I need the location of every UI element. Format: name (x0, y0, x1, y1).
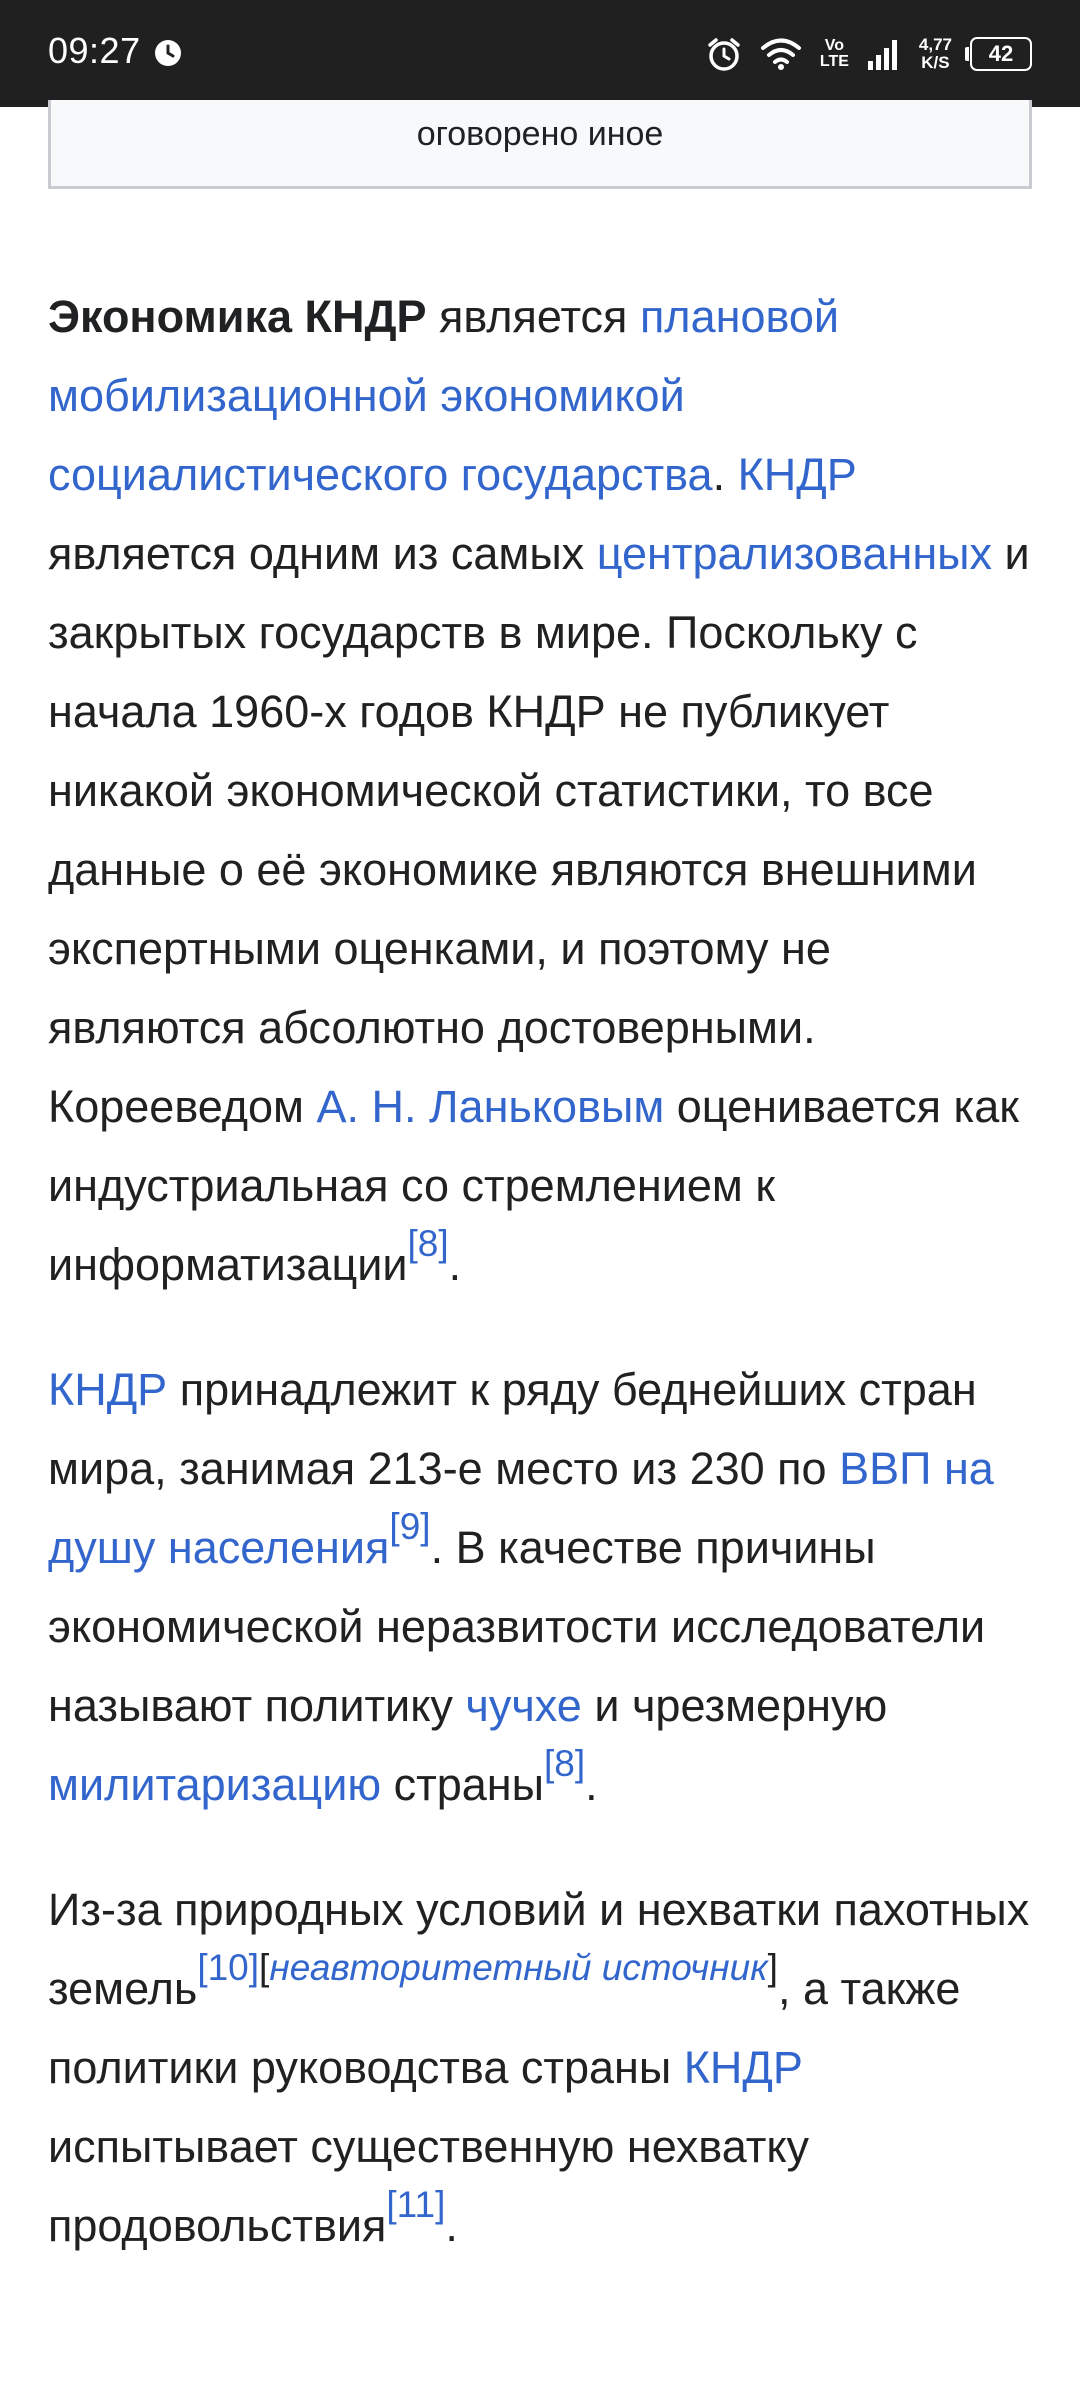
article-body (48, 277, 1038, 2265)
link-militarization[interactable]: милитаризацию (48, 1759, 382, 1810)
network-speed: 4,77 K/S (918, 35, 952, 72)
link-dprk[interactable]: КНДР (48, 1364, 168, 1415)
alarm-icon (706, 36, 742, 72)
reference-10[interactable]: [10] (197, 1947, 260, 1988)
infobox-footer-text: оговорено иное (416, 115, 664, 153)
reference-11[interactable]: [11] (386, 2184, 446, 2225)
status-icons (706, 28, 1032, 80)
link-dprk[interactable]: КНДР (683, 2042, 803, 2093)
volte-indicator: Vo LTE (819, 37, 849, 70)
paragraph-3: Из-за природных условий и нехватки пахотных земель[10][неавторитетный источник], а также политики руководства страны КНДР испытывает существенную нехватку продовольствия[11]. (48, 1884, 1030, 2251)
unreliable-source-note: [неавторитетный источник] (259, 1947, 778, 1988)
link-planned-economy[interactable]: плановой мобилизационной экономикой социалистического государства (48, 291, 840, 500)
link-juche[interactable]: чучхе (465, 1680, 582, 1731)
link-gdp-per-capita[interactable]: ВВП на душу населения (48, 1443, 994, 1573)
reference-8[interactable]: [8] (543, 1743, 586, 1784)
status-time: 09:27 (48, 30, 141, 71)
link-dprk[interactable]: КНДР (737, 449, 857, 500)
link-centralized[interactable]: централизованных (596, 528, 993, 579)
link-lankov[interactable]: А. Н. Ланьковым (316, 1081, 665, 1132)
reference-8[interactable]: [8] (407, 1223, 449, 1264)
status-bar (0, 0, 1080, 107)
bold-term: Экономика КНДР (48, 291, 427, 342)
battery-indicator: 42 (970, 37, 1032, 71)
reference-9[interactable]: [9] (389, 1506, 431, 1547)
paragraph-1: Экономика КНДР является плановой мобилизационной экономикой социалистического государства. КНДР является одним из самых централизованных и закрытых государств в мире. Поскольку с начала 1960-х годов КНДР не публикует никакой экономической статистики, то все данные о её экономике являются внешними экспертными оценками, и поэтому не являются абсолютно достоверными. Корееведом А. Н. Ланьковым оценивается как индустриальная со стремлением к информатизации[8]. (48, 291, 1030, 1290)
alarm-clock-icon (152, 36, 184, 68)
infobox-footer (48, 100, 1032, 189)
signal-icon (867, 37, 901, 71)
unreliable-source-link[interactable]: неавторитетный источник (269, 1947, 768, 1988)
paragraph-2: КНДР принадлежит к ряду беднейших стран мира, занимая 213-е место из 230 по ВВП на душу населения[9]. В качестве причины экономической неразвитости исследователи называют политику чучхе и чрезмерную милитаризацию страны[8]. (48, 1364, 994, 1810)
wifi-icon (760, 37, 802, 71)
